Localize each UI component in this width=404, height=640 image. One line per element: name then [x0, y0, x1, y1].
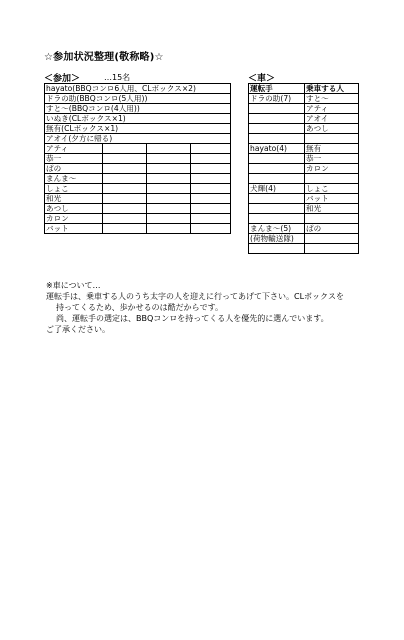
empty-cell: [191, 224, 231, 234]
passenger-cell: アティ: [305, 104, 359, 114]
empty-cell: [191, 154, 231, 164]
notes-line: 尚、運転手の選定は、BBQコンロを持ってくる人を優先的に選んでいます。: [56, 314, 329, 323]
passenger-cell: アオイ: [305, 114, 359, 124]
participants-count: …15名: [104, 73, 131, 82]
driver-cell: [249, 124, 305, 134]
participant-row: [45, 174, 231, 184]
participant-name: あつし: [45, 204, 103, 214]
participant-name: しょこ: [45, 184, 103, 194]
driver-cell: [249, 174, 305, 184]
empty-cell: [191, 204, 231, 214]
participant-name: すと～(BBQコンロ(4人用)): [45, 104, 231, 114]
empty-cell: [147, 144, 191, 154]
empty-cell: [103, 164, 147, 174]
passenger-cell: [305, 244, 359, 254]
participants-table: [44, 83, 231, 234]
passenger-cell: すと～: [305, 94, 359, 104]
car-row: [249, 184, 359, 194]
car-row: [249, 204, 359, 214]
participant-row: [45, 144, 231, 154]
empty-cell: [191, 184, 231, 194]
participant-row: [45, 134, 231, 144]
empty-cell: [147, 204, 191, 214]
participant-row: [45, 104, 231, 114]
empty-cell: [191, 214, 231, 224]
empty-cell: [147, 174, 191, 184]
passenger-cell: カロン: [305, 164, 359, 174]
participant-name: ぱの: [45, 164, 103, 174]
cars-header-row: [249, 84, 359, 94]
passenger-cell: [305, 174, 359, 184]
participant-name: まんま～: [45, 174, 103, 184]
passenger-cell: [305, 134, 359, 144]
empty-cell: [103, 144, 147, 154]
cars-heading: ＜車＞: [248, 74, 276, 84]
participant-row: [45, 114, 231, 124]
driver-cell: 犬輝(4): [249, 184, 305, 194]
driver-cell: [249, 204, 305, 214]
participant-name: アオイ(夕方に帰る): [45, 134, 231, 144]
participant-name: 恭一: [45, 154, 103, 164]
participant-name: 和光: [45, 194, 103, 204]
notes-heading: ※車について…: [46, 281, 101, 290]
empty-cell: [191, 144, 231, 154]
participant-name: いぬき(CLボックス×1): [45, 114, 231, 124]
driver-cell: [249, 214, 305, 224]
car-row: [249, 114, 359, 124]
empty-cell: [191, 194, 231, 204]
empty-cell: [103, 224, 147, 234]
notes-line: 運転手は、乗車する人のうち太字の人を迎えに行ってあげて下さい。CLボックスを: [46, 292, 344, 301]
notes-line: ご了承ください。: [46, 325, 110, 334]
passengers-column-header: 乗車する人: [305, 84, 359, 94]
driver-cell: [249, 164, 305, 174]
empty-cell: [147, 194, 191, 204]
car-row: [249, 144, 359, 154]
passenger-cell: あつし: [305, 124, 359, 134]
participant-name: カロン: [45, 214, 103, 224]
driver-cell: [249, 244, 305, 254]
participant-row: [45, 184, 231, 194]
participant-row: [45, 94, 231, 104]
participant-row: [45, 84, 231, 94]
participant-row: [45, 204, 231, 214]
car-row: [249, 174, 359, 184]
page-title: ☆参加状況整理(敬称略)☆: [44, 52, 164, 63]
empty-cell: [103, 214, 147, 224]
empty-cell: [191, 174, 231, 184]
driver-cell: [249, 134, 305, 144]
participant-row: [45, 164, 231, 174]
empty-cell: [147, 224, 191, 234]
passenger-cell: バット: [305, 194, 359, 204]
passenger-cell: [305, 214, 359, 224]
driver-cell: [249, 154, 305, 164]
empty-cell: [147, 214, 191, 224]
driver-cell: ドラの助(7): [249, 94, 305, 104]
participant-name: ドラの助(BBQコンロ(5人用)): [45, 94, 231, 104]
passenger-cell: [305, 234, 359, 244]
driver-column-header: 運転手: [249, 84, 305, 94]
participant-name: 無有(CLボックス×1): [45, 124, 231, 134]
participant-row: [45, 214, 231, 224]
empty-cell: [103, 154, 147, 164]
passenger-cell: 和光: [305, 204, 359, 214]
participant-row: [45, 224, 231, 234]
passenger-cell: 恭一: [305, 154, 359, 164]
car-notes: [46, 280, 386, 335]
car-row: [249, 194, 359, 204]
car-row: [249, 224, 359, 234]
driver-cell: [249, 104, 305, 114]
driver-cell: まんま～(5): [249, 224, 305, 234]
empty-cell: [147, 184, 191, 194]
driver-cell: (荷物輸送隊): [249, 234, 305, 244]
empty-cell: [103, 204, 147, 214]
participant-row: [45, 124, 231, 134]
empty-cell: [103, 174, 147, 184]
car-row: [249, 234, 359, 244]
participant-row: [45, 194, 231, 204]
driver-cell: hayato(4): [249, 144, 305, 154]
notes-line: 持ってくるため、歩かせるのは酷だからです。: [56, 303, 223, 312]
car-row: [249, 244, 359, 254]
participant-row: [45, 154, 231, 164]
car-row: [249, 154, 359, 164]
driver-cell: [249, 194, 305, 204]
cars-table: [248, 83, 359, 254]
passenger-cell: 無有: [305, 144, 359, 154]
car-row: [249, 94, 359, 104]
empty-cell: [103, 194, 147, 204]
car-row: [249, 164, 359, 174]
passenger-cell: ぱの: [305, 224, 359, 234]
participant-name: バット: [45, 224, 103, 234]
car-row: [249, 104, 359, 114]
car-row: [249, 124, 359, 134]
empty-cell: [147, 164, 191, 174]
car-row: [249, 214, 359, 224]
car-row: [249, 134, 359, 144]
empty-cell: [103, 184, 147, 194]
participant-name: アティ: [45, 144, 103, 154]
participant-name: hayato(BBQコンロ6人用、CLボックス×2): [45, 84, 231, 94]
driver-cell: [249, 114, 305, 124]
participants-heading: ＜参加＞: [44, 74, 81, 84]
empty-cell: [147, 154, 191, 164]
empty-cell: [191, 164, 231, 174]
passenger-cell: しょこ: [305, 184, 359, 194]
